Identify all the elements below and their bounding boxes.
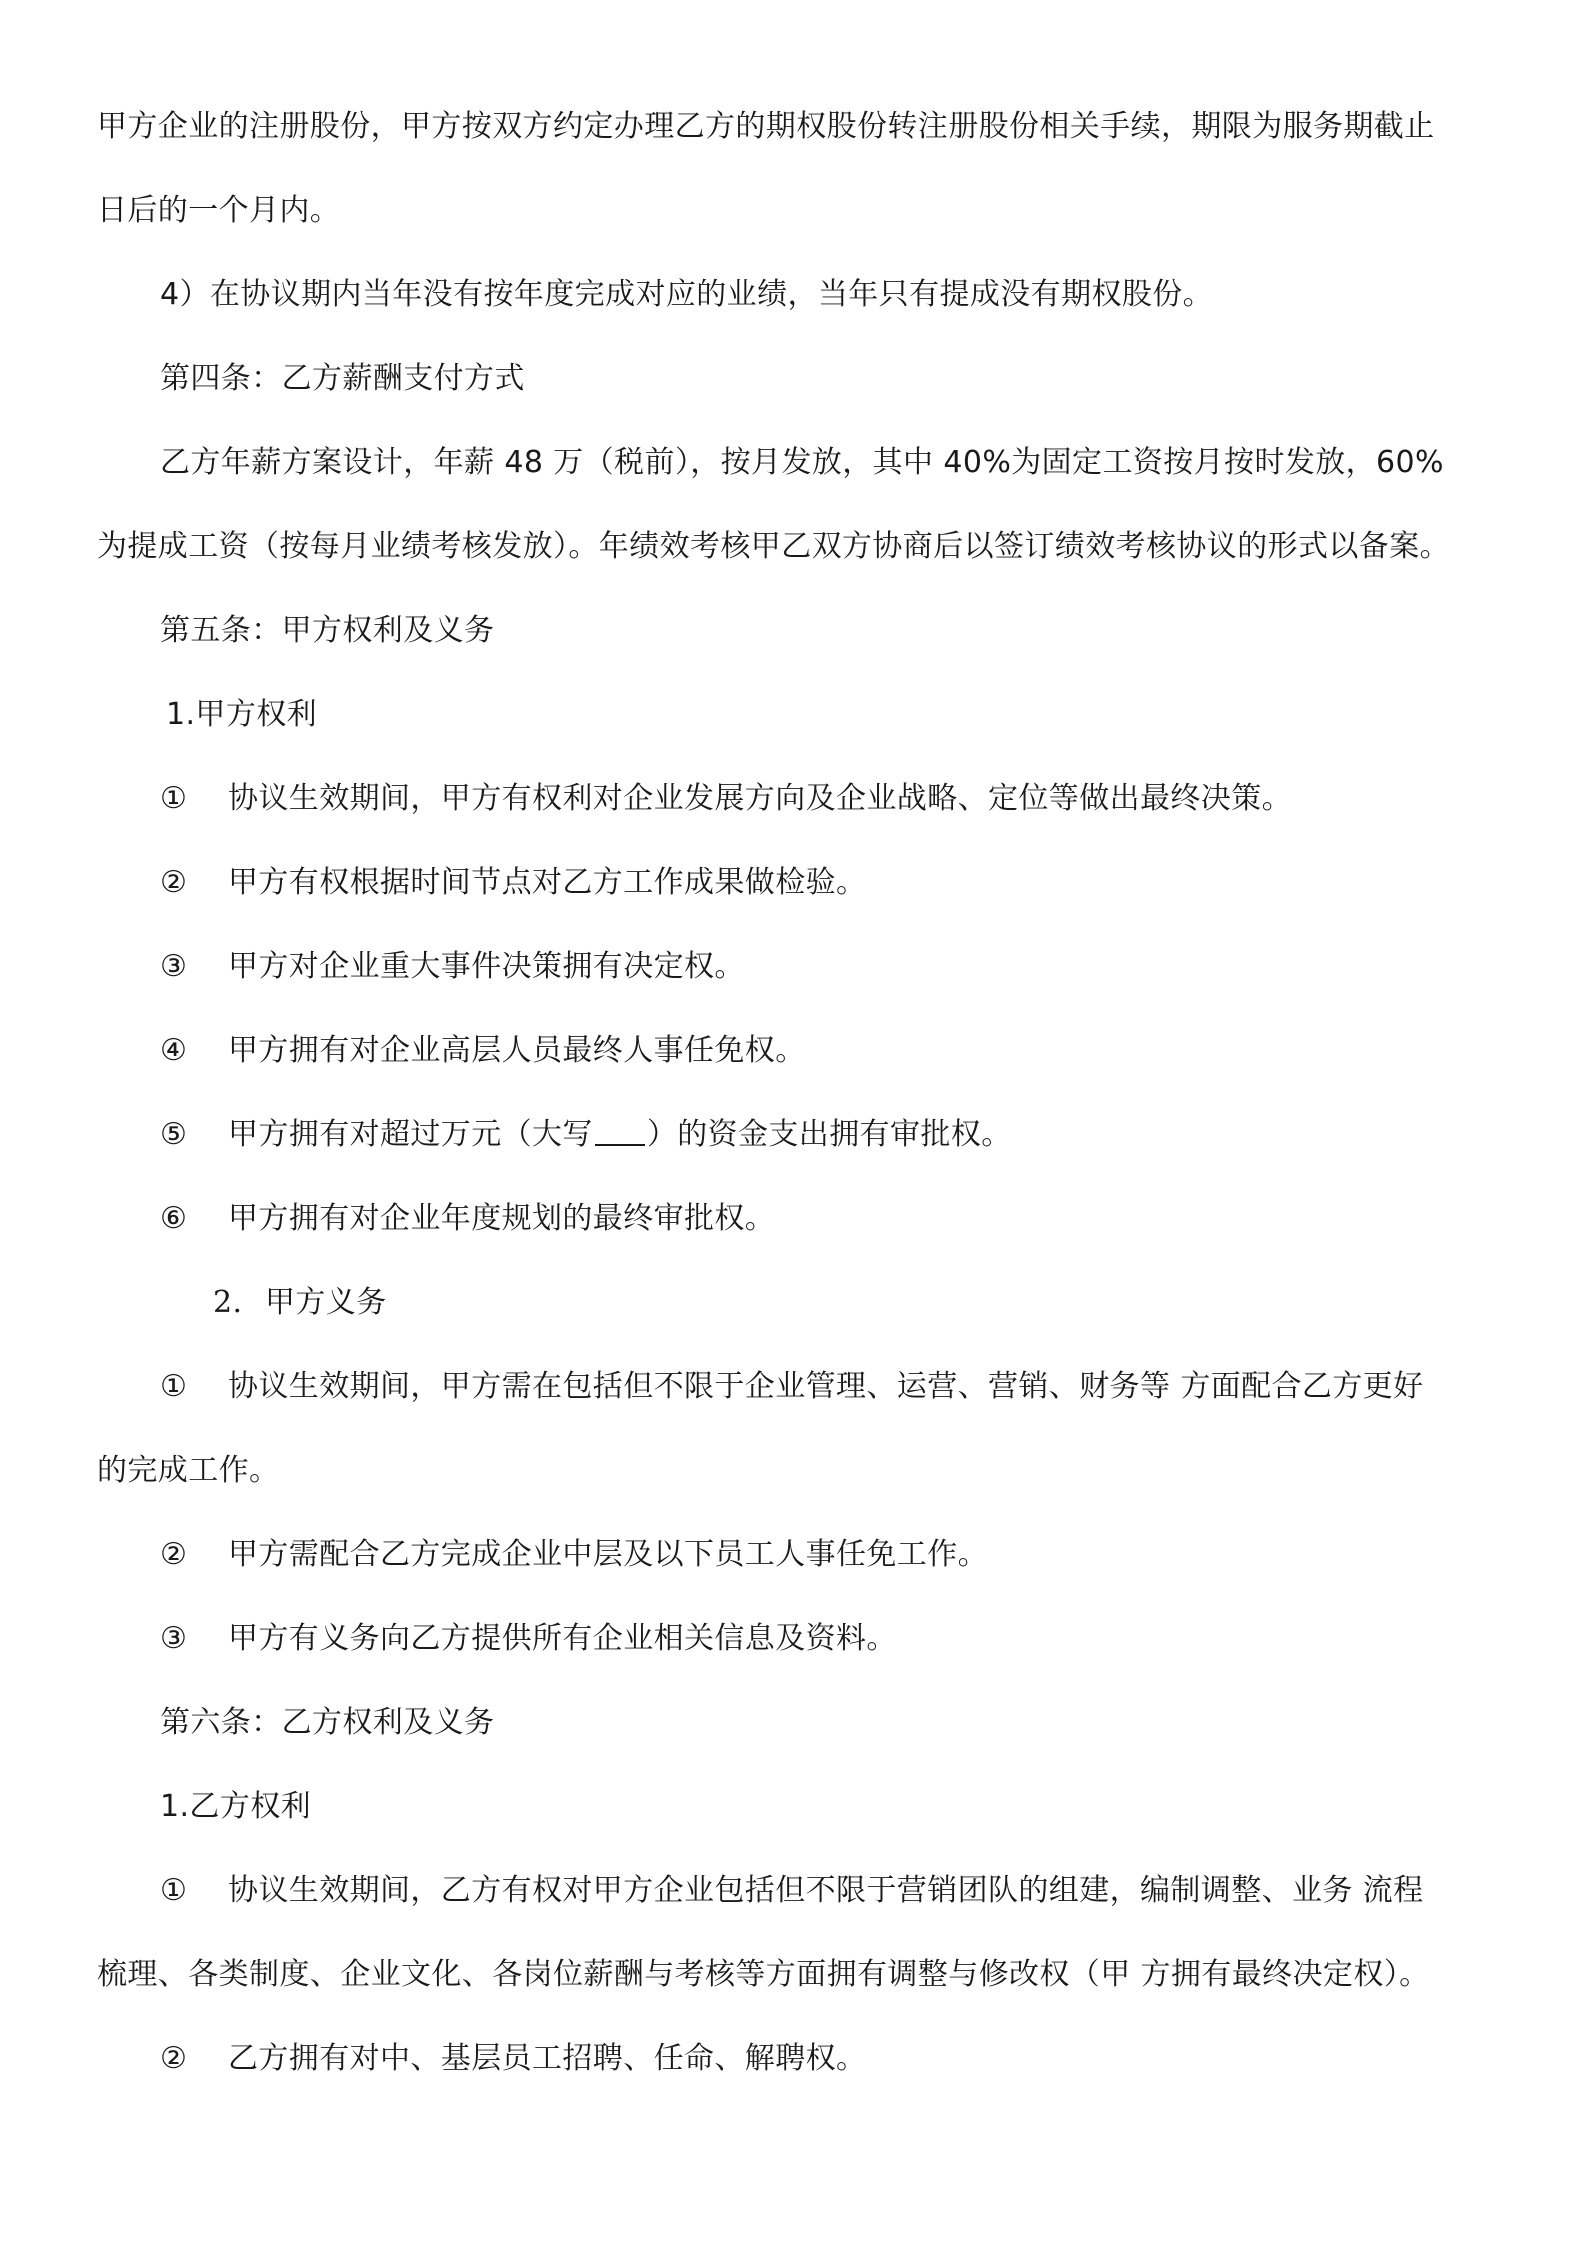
- list-item: [160, 2039, 866, 2079]
- list-marker: ③: [160, 1621, 188, 1656]
- article-4-title: 第四条：乙方薪酬支付方式: [160, 361, 525, 396]
- list-item-text: 甲方拥有对超过万元（大写: [228, 1117, 593, 1152]
- list-item-continuation: 梳理、各类制度、企业文化、各岗位薪酬与考核等方面拥有调整与修改权（甲 方拥有最终决定权）。: [97, 1957, 1430, 1992]
- paragraph-line: 乙方年薪方案设计，年薪 48 万（税前），按月发放，其中 40%为固定工资按月按时发放，60%: [160, 445, 1444, 480]
- list-marker: ④: [160, 1033, 188, 1068]
- list-item-text: 协议生效期间，甲方有权利对企业发展方向及企业战略、定位等做出最终决策。: [228, 781, 1292, 816]
- list-item-text: 甲方有义务向乙方提供所有企业相关信息及资料。: [228, 1621, 897, 1656]
- list-item-text: 协议生效期间，甲方需在包括但不限于企业管理、运营、营销、财务等 方面配合乙方更好: [228, 1369, 1424, 1404]
- list-item-text: 协议生效期间，乙方有权对甲方企业包括但不限于营销团队的组建，编制调整、业务 流程: [228, 1873, 1424, 1908]
- list-item-text: ）的资金支出拥有审批权。: [646, 1117, 1012, 1152]
- list-item: [160, 1871, 1424, 1911]
- list-item-text: 甲方对企业重大事件决策拥有决定权。: [228, 949, 745, 984]
- list-item: [160, 1031, 806, 1071]
- paragraph-line: 甲方企业的注册股份，甲方按双方约定办理乙方的期权股份转注册股份相关手续，期限为服务期截止: [97, 109, 1435, 144]
- list-item-continuation: 的完成工作。: [97, 1453, 280, 1488]
- list-marker: ②: [160, 2041, 188, 2076]
- list-item: [160, 1199, 775, 1239]
- list-item: [160, 1619, 897, 1659]
- list-marker: ⑥: [160, 1201, 188, 1236]
- list-marker: 2.: [213, 1285, 243, 1320]
- article-6-title: 第六条：乙方权利及义务: [160, 1705, 495, 1740]
- list-item-text: 甲方拥有对企业高层人员最终人事任免权。: [228, 1033, 806, 1068]
- party-a-rights-heading: 1.甲方权利: [166, 697, 318, 732]
- list-marker: ②: [160, 1537, 188, 1572]
- list-item: [160, 779, 1292, 819]
- list-marker: ①: [160, 1873, 188, 1908]
- list-item-text: 甲方有权根据时间节点对乙方工作成果做检验。: [228, 865, 867, 900]
- list-item: [160, 1367, 1424, 1407]
- list-item: [160, 1535, 988, 1575]
- fill-in-blank: [595, 1116, 645, 1146]
- list-item-text: 甲方拥有对企业年度规划的最终审批权。: [228, 1201, 776, 1236]
- party-b-rights-heading: 1.乙方权利: [160, 1789, 312, 1824]
- list-item: [160, 1115, 1012, 1155]
- heading-text: 甲方义务: [265, 1285, 387, 1320]
- article-5-title: 第五条：甲方权利及义务: [160, 613, 495, 648]
- list-item: [160, 947, 745, 987]
- list-marker: ⑤: [160, 1117, 188, 1152]
- list-item-text: 甲方需配合乙方完成企业中层及以下员工人事任免工作。: [228, 1537, 988, 1572]
- paragraph-line: 4）在协议期内当年没有按年度完成对应的业绩，当年只有提成没有期权股份。: [160, 277, 1214, 312]
- paragraph-line: 日后的一个月内。: [97, 193, 341, 228]
- list-marker: ①: [160, 1369, 188, 1404]
- list-item: [160, 863, 866, 903]
- paragraph-line: 为提成工资（按每月业绩考核发放）。年绩效考核甲乙双方协商后以签订绩效考核协议的形式以备案。: [97, 529, 1450, 564]
- list-item-text: 乙方拥有对中、基层员工招聘、任命、解聘权。: [228, 2041, 867, 2076]
- list-marker: ①: [160, 781, 188, 816]
- list-marker: ③: [160, 949, 188, 984]
- list-marker: ②: [160, 865, 188, 900]
- party-a-duties-heading: [213, 1283, 387, 1323]
